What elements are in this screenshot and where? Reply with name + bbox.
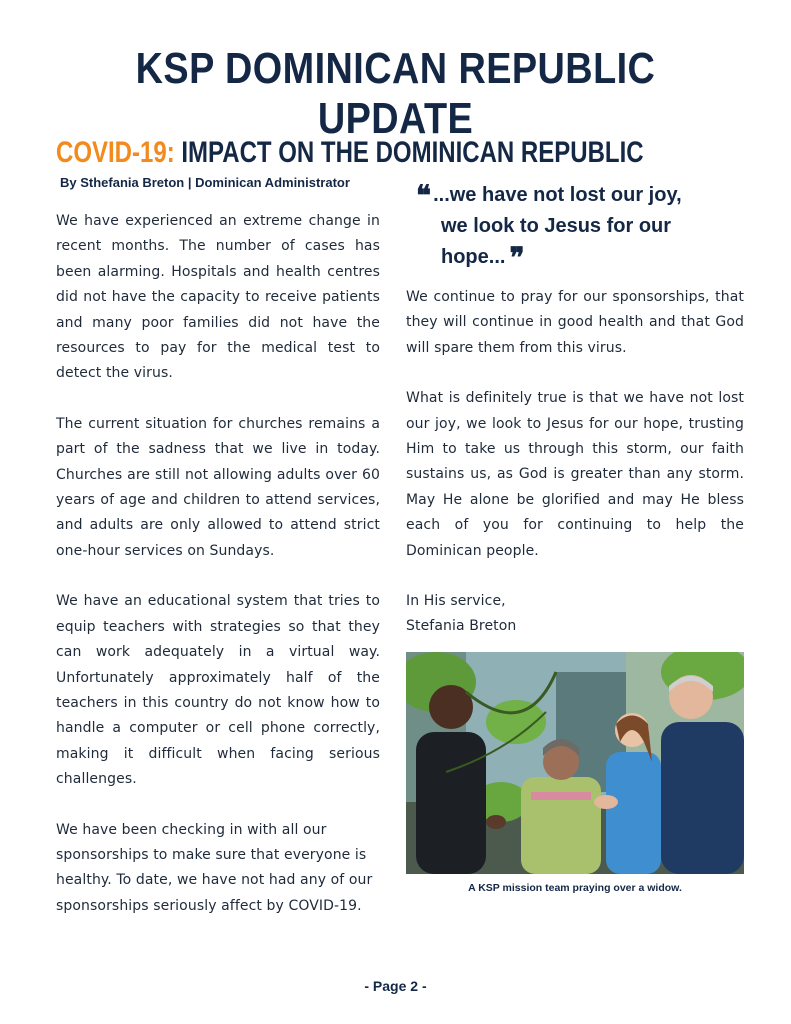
section-heading-text: IMPACT ON THE DOMINICAN REPUBLIC — [174, 136, 644, 169]
paragraph: We have been checking in with all our sponsorships to make sure that everyone is healthy. To date, we have not had any of our sponsorships seriously affect by COVID-19. — [56, 821, 373, 914]
page-number: - Page 2 - — [364, 978, 427, 994]
paragraph: We have an educational system that tries to equip teachers with strategies so that they can work adequately in a virtual way. Unfortunately approximately half of the teachers in this country do not know how to handle a computer or cell phone correctly, making it difficult when facing serious challenges. — [56, 593, 380, 788]
paragraph: The current situation for churches remains a part of the sadness that we live in today. Churches are still not allowing adults over 60 years of age and children to attend services, and adults are only allowed to attend strict one-hour services on Sundays. — [56, 415, 380, 559]
byline: By Sthefania Breton | Dominican Administrator — [60, 175, 350, 190]
pull-quote-line: we look to Jesus for our — [441, 215, 672, 237]
left-column — [56, 209, 380, 944]
page-title: KSP DOMINICAN REPUBLIC UPDATE — [135, 44, 656, 143]
paragraph: We continue to pray for our sponsorships, that they will continue in good health and that God will spare them from this virus. — [406, 289, 744, 356]
close-quote-icon: ❞ — [509, 241, 525, 274]
paragraph: What is definitely true is that we have not lost our joy, we look to Jesus for our hope, trusting Him to take us through this storm, our faith sustains us, as God is greater than any storm. May He alone be glorified and may He bless each of you for continuing to help the Dominican people. — [406, 390, 744, 559]
section-heading — [56, 136, 644, 170]
signoff-closing: In His service, — [406, 593, 506, 610]
mission-team-photo — [406, 652, 744, 874]
signoff — [406, 589, 744, 640]
pull-quote-line: hope... — [441, 246, 506, 268]
pull-quote-line: ...we have not lost our joy, — [433, 184, 682, 206]
photo-caption: A KSP mission team praying over a widow. — [468, 882, 682, 894]
pull-quote — [416, 180, 736, 273]
paragraph: We have experienced an extreme change in recent months. The number of cases has been alarming. Hospitals and health centres did not have the capacity to receive patients and many poor families did not have the resources to pay for the medical test to detect the virus. — [56, 213, 380, 382]
open-quote-icon: ❝ — [416, 179, 432, 212]
section-heading-accent: COVID-19: — [56, 136, 175, 169]
signoff-name: Stefania Breton — [406, 618, 517, 635]
right-column — [406, 285, 744, 640]
